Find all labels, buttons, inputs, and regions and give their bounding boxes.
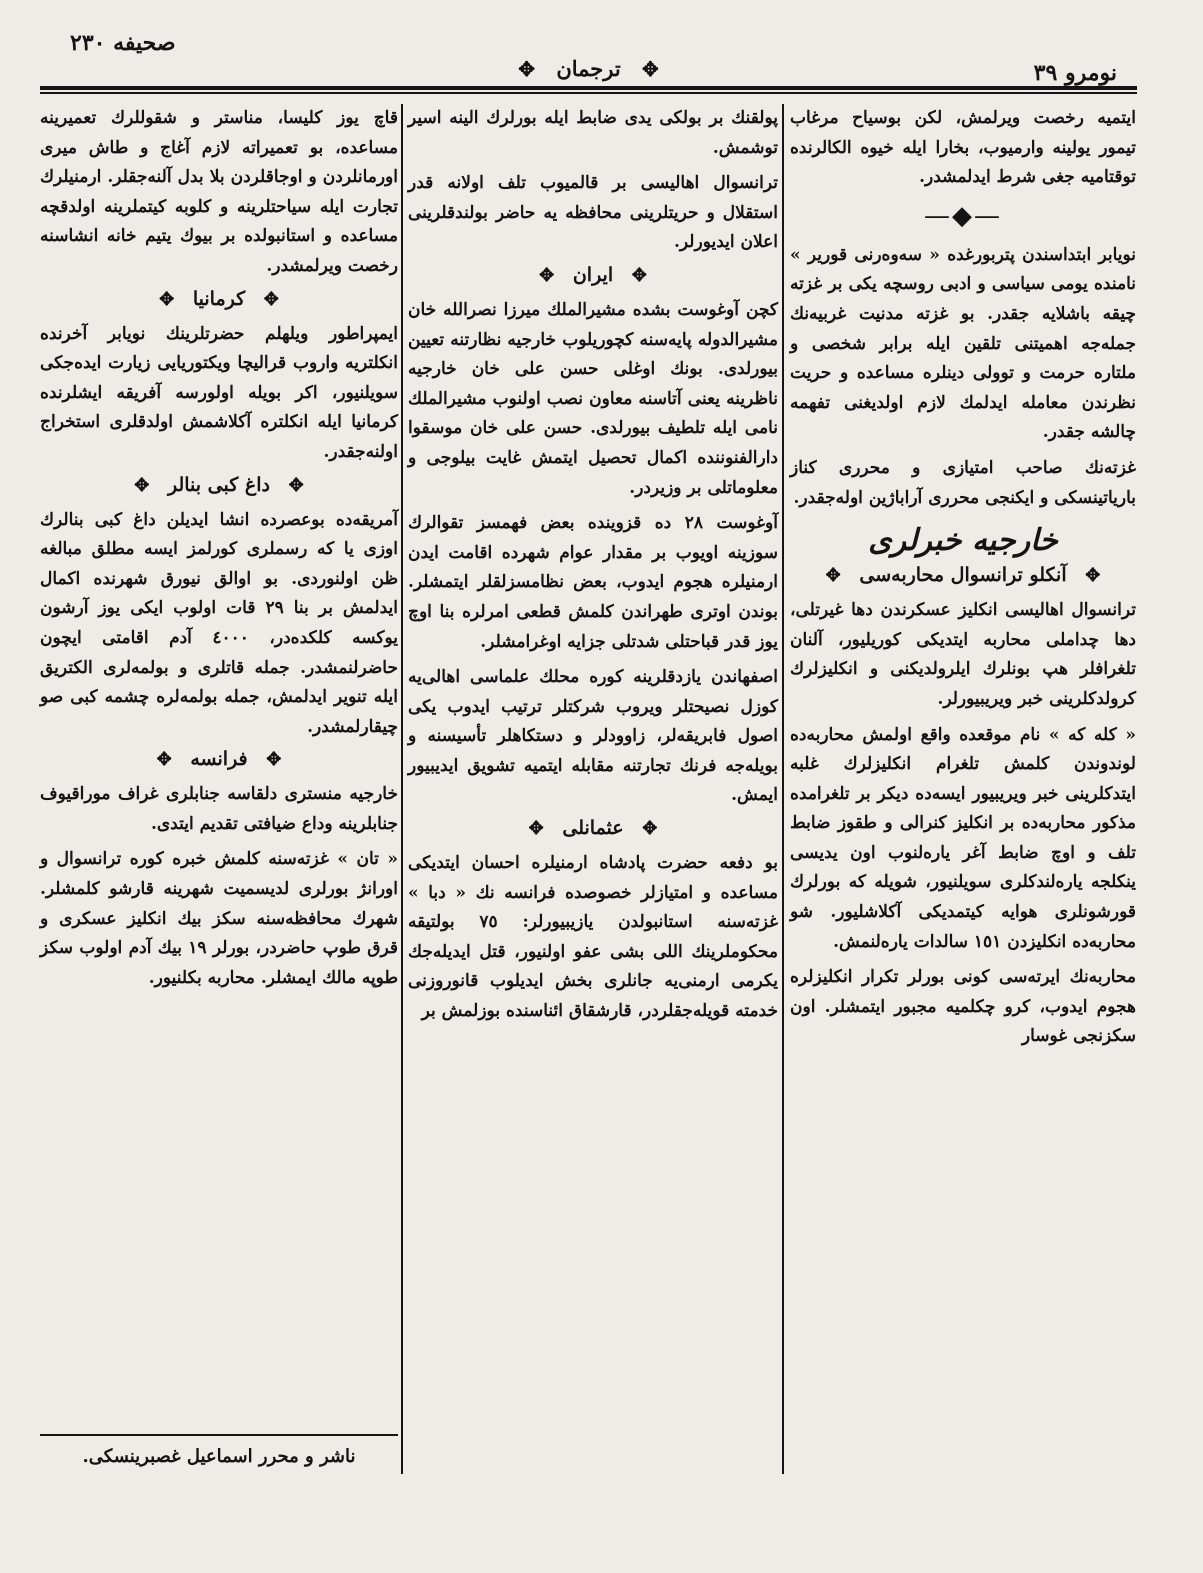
article-heading	[408, 264, 778, 286]
ornament-icon: ✥	[288, 474, 304, 496]
title-text: ترجمان	[556, 56, 621, 81]
column-left	[40, 104, 398, 999]
ornament-icon: ✥	[1085, 565, 1101, 587]
article-paragraph: کچن آوغوست بشده مشیرالملك میرزا نصرالله خان مشیرالدوله پایه‌سنه کچوریلوب خارجیه نظارتنه تعیین بیورلدی. بونك اوغلی حسن علی خان خارجیه ناظرینه یعنی آتاسنه معاون نصب اولنوب مشیرالملك نامی ایله تلطیف بیورلدی. حسن علی خان موسقوا دارالفنوننده اکمال تحصیل ایتمش غایت بیلوجی و معلوماتلی بر وزیردر.	[408, 299, 778, 498]
ornament-icon: ✥	[263, 288, 279, 310]
article-paragraph: ترانسوال اهالیسی بر قالمیوب تلف اولانه قدر استقلال و حریتلرینی محافظه یه حاضر بولندقلرینی اعلان ایدیورلر.	[408, 173, 778, 253]
article-heading	[40, 474, 398, 496]
heading-text: داغ کبی بنالر	[167, 473, 270, 496]
article-paragraph: آوغوست ٢٨ ده قزوینده بعض فهمسز تقوالرك سوزینه اویوب بر مقدار عوام شهرده اقامت ایدن ارمنیلره هجوم ایدوب، بعض نظامسزلقلر ایتمشلر. بوندن اوتری طهراندن کلمش قطعی امرلره بنا اوچ یوز قدر قباحتلی شدتلی جزایه اوغرامشلر.	[408, 513, 779, 652]
article-paragraph: ایمپراطور ویلهلم حضرتلرینك نویابر آخرنده انکلتریه واروب قرالیچا ویکتوریایی زیارت ایده‌جکی سویلنیور، اکر بویله اولورسه آفریقه ایشلرنده کرمانیا ایله انکلتره آکلاشمش اولدقلری استخراج اولنه‌جقدر.	[40, 323, 398, 462]
article-paragraph: قاچ یوز کلیسا، مناستر و شقوللرك تعمیرینه مساعده، بو تعمیراته لازم آغاج و طاش میری اورمانلردن و اوجاقلردن بلا بدل آلنه‌جقلر. ارمنیلرك تجارت ایله سیاحتلرینه و کلوبه کیتملرینه اولدقچه مساعده و استانبولده بر بیوك یتیم خانه انشاسنه رخصت ویرلمشدر.	[40, 108, 398, 276]
ornament-icon: ✥	[528, 818, 544, 840]
column-right	[790, 104, 1136, 1058]
ornament-icon: ✥	[539, 264, 555, 286]
page-number: صحیفه ٢٣٠	[70, 30, 176, 56]
article-paragraph: محاربه‌نك ایرته‌سی کونی بورلر تکرار انکلیزلره هجوم ایدوب، کرو چکلمیه مجبور ایتمشلر. اون سکزنجی غوسار	[790, 967, 1136, 1047]
article-paragraph: بو دفعه حضرت پادشاه ارمنیلره احسان ایتدیکی مساعده و امتیازلر خصوصده فرانسه نك « دبا » غزته‌سنه استانبولدن یازیبیورلر: ٧٥ بولتیقه محکوملرینك اللی بشی عفو اولنیور، قتل ایدیله‌جك یکرمی ارمنی‌یه جانلری بخش ایدیلوب قانوروزنی خدمته قویله‌جقلردر، قارشقاق ائناسنده بوزلمش بر	[408, 853, 778, 1022]
heading-text: عثمانلی	[562, 817, 624, 840]
article-paragraph: ترانسوال اهالیسی انکلیز عسکرندن دها غیرتلی، دها چداملی محاربه ایتدیکی کوریلیور، آلنان تلغرافلر هپ بونلرك ایلرولدیکنی و انکلیزلرك کرولدکلرینی خبر ویریبیورلر.	[790, 600, 1136, 709]
ornament-icon: ✥	[159, 288, 175, 310]
article-heading	[790, 564, 1136, 586]
section-title: خارجیه خبرلری	[868, 523, 1058, 559]
article-paragraph: ایتمیه رخصت ویرلمش، لکن بوسیاح مرغاب تیمور یولینه وارمیوب، بخارا ایله خیوه الکالرنده توقتامیه جغی شرط ایدلمشدر.	[790, 108, 1136, 188]
ornament-icon: ✥	[642, 818, 658, 840]
masthead-rule-thin	[40, 92, 1137, 94]
article-paragraph: اصفهاندن یازدقلرینه کوره محلك علماسی اهالی‌یه کوزل نصیحتلر ویروب شرکتلر ترتیب ایدوب یکی اصول فابریقه‌لر، زاوودلر و دستکاهلر تأسیسنه و بویله‌جه فرنك تجارتنه مقابله ایتمیه تشویق ایدیبیور ایمش.	[408, 667, 778, 806]
ornament-icon: ✥	[825, 565, 841, 587]
heading-text: ایران	[572, 263, 614, 286]
heading-text: فرانسه	[190, 748, 248, 771]
article-paragraph: غزته‌نك صاحب امتیازی و محرری کناز باریاتینسکی و ایکنجی محرری آراباژین اوله‌جقدر.	[790, 457, 1136, 508]
article-paragraph: آمریقه‌ده بوعصرده انشا ایدیلن داغ کبی بنالرك اوزی یا که رسملری کورلمز ایسه مطلق مبالغه ظن اولنوردی. بو اوالق نیورق شهرنده اکمال ایدلمش بر بنا ٢٩ قات اولوب ایکی یوز آرشون یوکسه کلکده‌در، ٤٠٠٠ آدم اقامتی ایچون حاضرلنمشدر. جمله قاتلری و بولمه‌لری الکتریق ایله تنویر ایدلمش، جمله بولمه‌لره چشمه کبی صو چیقارلمشدر.	[40, 509, 398, 737]
article-paragraph: خارجیه منستری دلقاسه جنابلری غراف موراقیوف جنابلرینه وداع ضیافتی تقدیم ایتدی.	[40, 784, 398, 834]
masthead	[40, 18, 1137, 100]
issue-number: نومرو ٣٩	[1033, 60, 1117, 86]
column-divider	[401, 104, 403, 1474]
ornament-icon: ✥	[631, 264, 647, 286]
article-paragraph: نویابر ابتداسندن پتربورغده « سه‌وه‌رنی قوریر » نامنده یومی سیاسی و ادبی روسچه یکی بر غزته چیقه باشلایه جقدر. بو غزته مدنیت غربیه‌نك جمله‌جه اهمیتنی تلقین ایله برابر شخصی و ملتاره حرمت و توولی دینلره مساعده و حریت نظرندن معامله ایدلمك لازم اولدیغنی تفهمه چالشه جقدر.	[790, 244, 1136, 443]
ornament-icon: ✥	[266, 749, 282, 771]
article-paragraph: « تان » غزته‌سنه کلمش خبره کوره ترانسوال و اورانژ بورلری لدیسمیت شهرینه قارشو کلمشلر. شهرك محافظه‌سنه سکز بیك انکلیز عسکری و قرق طوپ حاضردر، بورلر ١٩ بیك آدم اولوب سکز طوپه مالك ایمشلر. محاربه بکلنیور.	[40, 849, 398, 988]
heading-text: کرمانیا	[192, 287, 246, 310]
column-divider	[782, 104, 784, 1474]
publisher-footer: ناشر و محرر اسماعیل غصبرینسکی.	[82, 1446, 356, 1467]
ornament-icon: ✥	[518, 57, 535, 81]
masthead-rule-thick	[40, 86, 1137, 90]
ornament-icon: ✥	[642, 57, 659, 81]
ornament-icon: ✥	[156, 749, 172, 771]
footer-rule	[40, 1434, 398, 1436]
article-heading	[40, 288, 398, 310]
article-heading	[40, 748, 398, 770]
article-heading	[408, 817, 778, 839]
separator-ornament: —◆—	[924, 200, 1002, 231]
article-paragraph: پولقنك بر بولکی یدی ضابط ایله بورلرك الینه اسیر توشمش.	[408, 108, 778, 158]
article-paragraph: « کله که » نام موقعده واقع اولمش محاربه‌ده لوندوندن کلمش تلغرام انکلیزلرك غلبه ایتدکلرینی خبر ویریبیور ایسه‌ده دیکر بر تلغرامده مذکور محاربه‌ده بر انکلیز کنرالی و طقوز ضابط تلف و اوچ ضابط آغر یاره‌لنوب اون یدیسی ینکلجه یاره‌لندکلری سویلنیور، شویله که بورلرك قورشونلری هوایه کیتمدیکی آکلاشلیور. شو محاربه‌ده انکلیزدن ١٥١ سالدات یاره‌لنمش.	[790, 724, 1136, 952]
ornament-icon: ✥	[134, 474, 150, 496]
heading-text: آنکلو ترانسوال محاربه‌سی	[859, 564, 1067, 587]
column-middle	[408, 104, 778, 1033]
newspaper-title	[40, 56, 1137, 81]
